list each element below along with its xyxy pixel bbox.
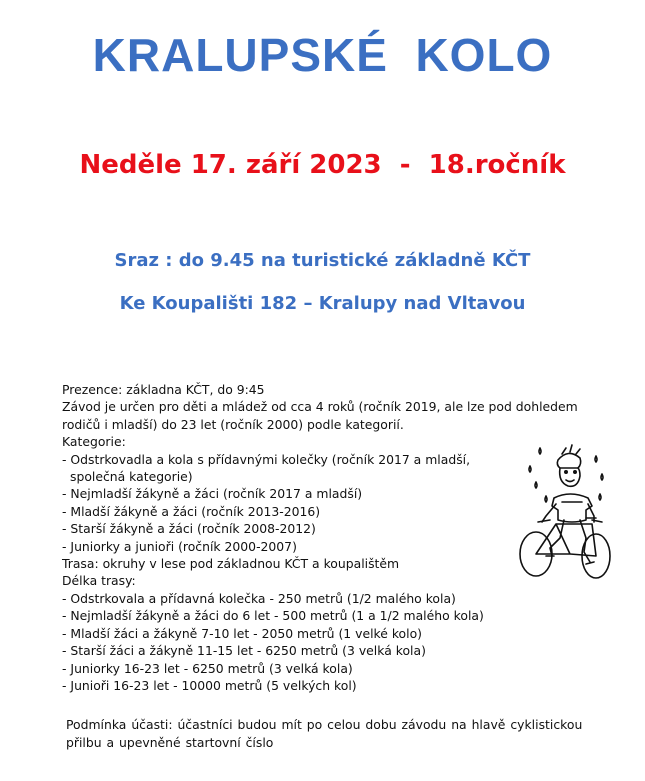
info-line: Trasa: okruhy v lese pod základnou KČT a koupalištěm	[62, 556, 400, 572]
info-line: - Starší žáci a žákyně 11-15 let - 6250 metrů (3 velká kola)	[62, 643, 426, 659]
event-title: KRALUPSKÉ KOLO	[92, 29, 553, 81]
info-line: - Nejmladší žákyně a žáci do 6 let - 500 metrů (1 a 1/2 malého kola)	[62, 608, 484, 624]
info-line: Délka trasy:	[62, 573, 136, 589]
info-line: - Junioři 16-23 let - 10000 metrů (5 velkých kol)	[62, 677, 357, 693]
info-line: Závod je určen pro děti a mládež od cca 4 roků (ročník 2019, ale lze pod dohledem	[62, 399, 578, 415]
cyclist-illustration	[500, 438, 620, 588]
info-line: - Odstrkovadla a kola s přídavnými kolečky (ročník 2017 a mladší,	[62, 451, 471, 467]
info-line: - Mladší žákyně a žáci (ročník 2013-2016)	[62, 503, 321, 519]
info-line: rodičů i mladší) do 23 let (ročník 2000) podle kategorií.	[62, 416, 404, 432]
condition-line: přilbu a upevněné startovní číslo	[66, 735, 274, 750]
info-line: - Nejmladší žákyně a žáci (ročník 2017 a mladší)	[62, 486, 363, 502]
info-line: - Starší žákyně a žáci (ročník 2008-2012)	[62, 521, 316, 537]
info-line: Kategorie:	[62, 434, 126, 450]
meeting-address-line: Ke Koupališti 182 – Kralupy nad Vltavou	[119, 293, 526, 314]
participation-condition	[66, 716, 626, 752]
condition-line: Podmínka účasti: účastníci budou mít po celou dobu závodu na hlavě cyklistickou	[66, 717, 583, 732]
info-line: - Mladší žáci a žákyně 7-10 let - 2050 metrů (1 velké kolo)	[62, 625, 422, 641]
info-line: - Juniorky 16-23 let - 6250 metrů (3 velká kola)	[62, 660, 353, 676]
event-date-line: Neděle 17. září 2023 - 18.ročník	[79, 150, 566, 180]
meeting-point-line: Sraz : do 9.45 na turistické základně KČT	[114, 250, 531, 271]
info-line: Prezence: základna KČT, do 9:45	[62, 382, 265, 397]
info-line: společná kategorie)	[70, 469, 193, 485]
info-line: - Odstrkovala a přídavná kolečka - 250 metrů (1/2 malého kola)	[62, 590, 456, 606]
info-line: - Juniorky a junioři (ročník 2000-2007)	[62, 538, 297, 554]
